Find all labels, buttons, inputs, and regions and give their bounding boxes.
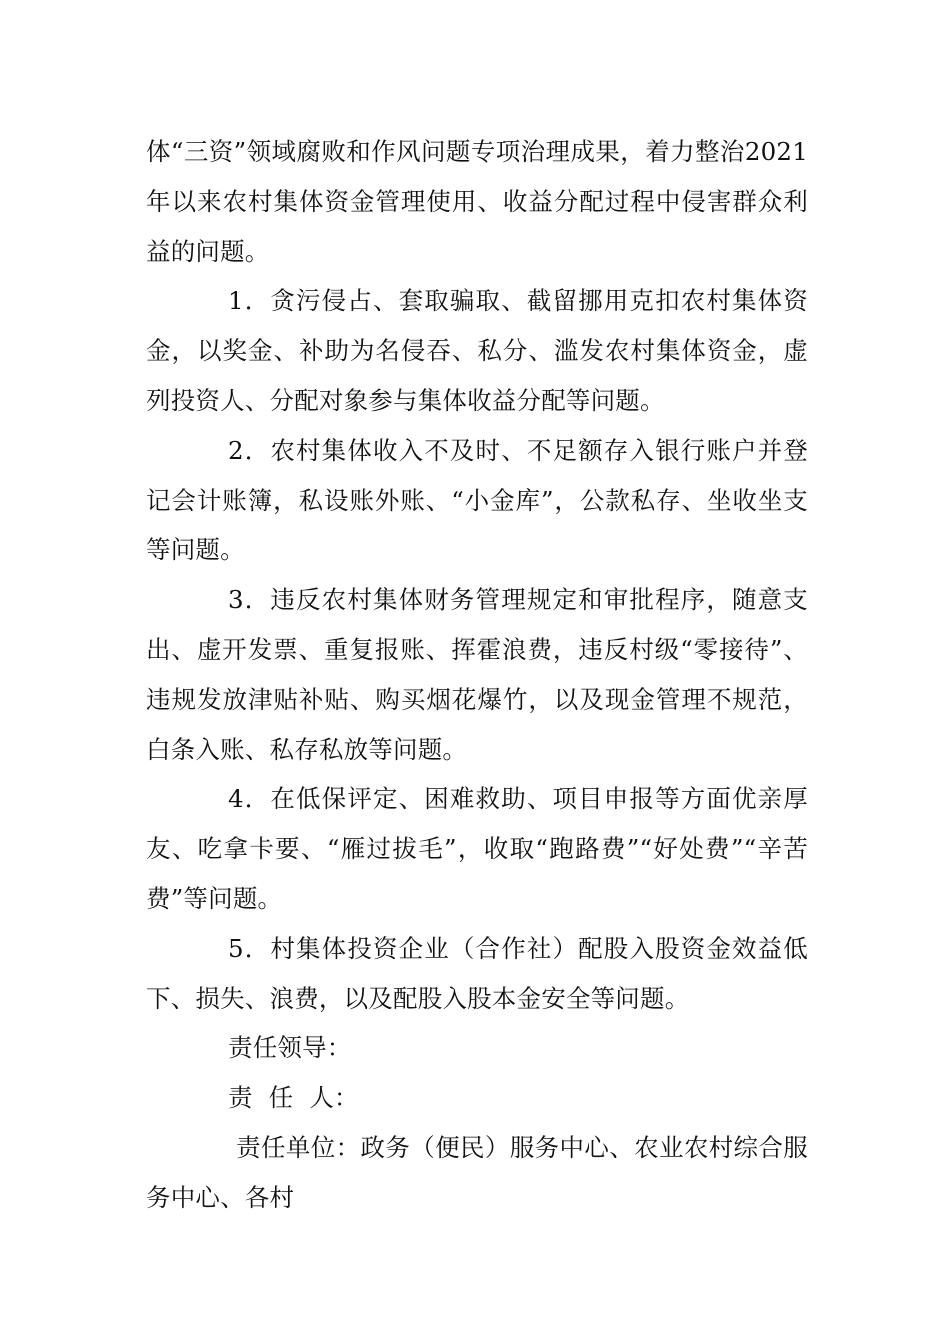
intro-paragraph: 体“三资”领域腐败和作风问题专项治理成果，着力整治2021年以来农村集体资金管理使用、收益分配过程中侵害群众利益的问题。	[146, 137, 808, 266]
item-2-paragraph: 2．农村集体收入不及时、不足额存入银行账户并登记会计账簿，私设账外账、“小金库”，公款私存、坐收坐支等问题。	[146, 435, 808, 565]
item-1-paragraph: 1．贪污侵占、套取骗取、截留挪用克扣农村集体资金，以奖金、补助为名侵吞、私分、滥发农村集体资金，虚列投资人、分配对象参与集体收益分配等问题。	[146, 286, 808, 415]
responsible-leader-line: 责任领导：	[228, 1033, 352, 1063]
item-5-paragraph: 5．村集体投资企业（合作社）配股入股资金效益低下、损失、浪费，以及配股入股本金安全等问题。	[146, 933, 808, 1013]
item-4-paragraph: 4．在低保评定、困难救助、项目申报等方面优亲厚友、吃拿卡要、“雁过拔毛”，收取“跑路费”“好处费”“辛苦费”等问题。	[146, 784, 808, 913]
responsible-unit-line: 责任单位：政务（便民）服务中心、农业农村综合服务中心、各村	[146, 1132, 808, 1212]
responsible-person-line: 责 任 人：	[228, 1083, 359, 1113]
document-page	[146, 127, 808, 1223]
item-3-paragraph: 3．违反农村集体财务管理规定和审批程序，随意支出、虚开发票、重复报账、挥霍浪费，违反村级“零接待”、违规发放津贴补贴、购买烟花爆竹，以及现金管理不规范，白条入账、私存私放等问题。	[146, 585, 808, 764]
